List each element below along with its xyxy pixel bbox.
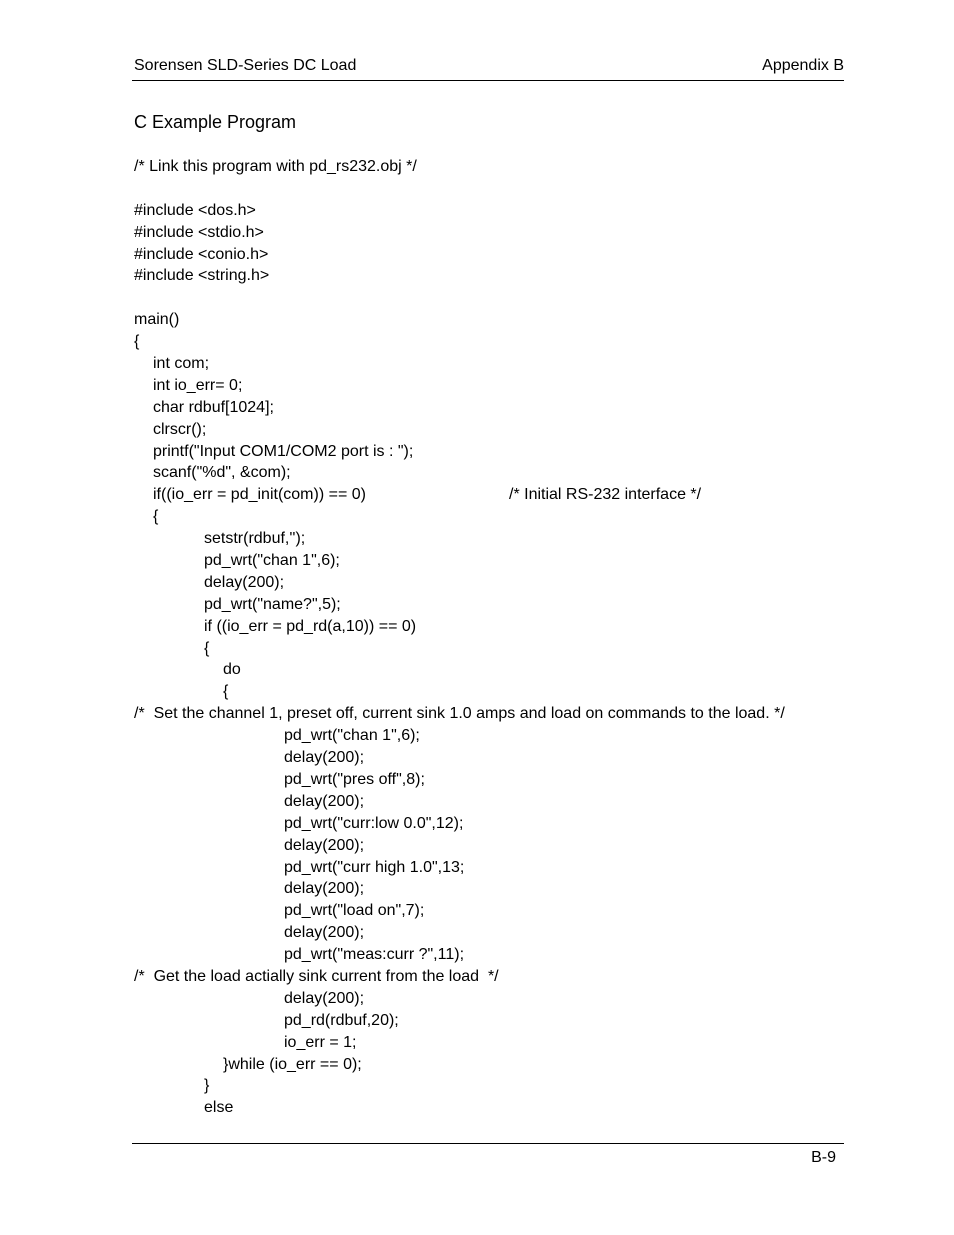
code-text: pd_wrt("curr:low 0.0",12); — [284, 814, 464, 832]
code-line — [134, 528, 854, 550]
code-text: clrscr(); — [153, 420, 207, 438]
code-line — [134, 1075, 854, 1097]
code-text: io_err = 1; — [284, 1033, 357, 1051]
code-text: main() — [134, 311, 180, 329]
code-text: pd_wrt("curr high 1.0",13; — [284, 858, 465, 876]
code-text: setstr(rdbuf,''); — [204, 530, 306, 548]
code-text: do — [223, 661, 241, 679]
code-text: /* Link this program with pd_rs232.obj */ — [134, 158, 417, 175]
code-text: if ((io_err = pd_rd(a,10)) == 0) — [204, 617, 417, 635]
code-text: pd_wrt("chan 1",6); — [284, 727, 420, 745]
code-line — [134, 878, 854, 900]
code-line — [134, 331, 854, 353]
code-text: #include <conio.h> — [134, 245, 269, 263]
code-text: pd_wrt("name?",5); — [204, 595, 341, 613]
code-line — [134, 1010, 854, 1032]
code-line — [134, 156, 854, 178]
code-line — [134, 178, 854, 200]
code-line — [134, 265, 854, 287]
header-appendix: Appendix B — [762, 57, 844, 74]
code-text: pd_wrt("meas:curr ?",11); — [284, 946, 465, 964]
code-text: pd_wrt("chan 1",6); — [204, 552, 340, 570]
code-text: delay(200); — [204, 573, 285, 591]
code-comment: /* Initial RS-232 interface */ — [509, 486, 702, 504]
code-line — [134, 703, 854, 725]
code-text: scanf("%d", &com); — [153, 464, 291, 482]
code-line — [134, 506, 854, 528]
section-title: C Example Program — [134, 112, 297, 132]
code-line — [134, 813, 854, 835]
code-text: }while (io_err == 0); — [223, 1055, 362, 1073]
code-line — [134, 1054, 854, 1076]
code-line — [134, 441, 854, 463]
code-text: delay(200); — [284, 836, 365, 854]
code-line — [134, 484, 854, 506]
page-number: B-9 — [811, 1149, 836, 1166]
code-line — [134, 222, 854, 244]
code-line — [134, 922, 854, 944]
code-text: if((io_err = pd_init(com)) == 0) — [153, 486, 366, 504]
code-text: { — [153, 508, 159, 526]
code-text: delay(200); — [284, 792, 365, 810]
code-text: delay(200); — [284, 989, 365, 1007]
code-text: delay(200); — [284, 924, 365, 942]
code-text: #include <string.h> — [134, 267, 270, 285]
code-line — [134, 1097, 854, 1119]
code-line — [134, 944, 854, 966]
code-line — [134, 1032, 854, 1054]
code-line — [134, 659, 854, 681]
header-title: Sorensen SLD-Series DC Load — [134, 57, 357, 74]
code-line — [134, 769, 854, 791]
code-text: /* Get the load actially sink current from the load */ — [134, 967, 499, 985]
code-line — [134, 966, 854, 988]
code-text: printf("Input COM1/COM2 port is : "); — [153, 442, 414, 460]
code-line — [134, 747, 854, 769]
code-line — [134, 616, 854, 638]
code-text: pd_wrt("load on",7); — [284, 902, 425, 920]
code-text: } — [204, 1077, 210, 1095]
code-line — [134, 791, 854, 813]
code-text: int io_err= 0; — [153, 376, 243, 394]
code-line — [134, 462, 854, 484]
code-line — [134, 857, 854, 879]
code-text: { — [223, 683, 229, 701]
code-line — [134, 725, 854, 747]
page-header — [134, 57, 844, 79]
code-text: int com; — [153, 355, 210, 373]
code-text: #include <dos.h> — [134, 201, 256, 219]
code-line — [134, 550, 854, 572]
code-text: #include <stdio.h> — [134, 223, 264, 241]
code-line — [134, 244, 854, 266]
code-listing — [134, 156, 854, 1119]
code-line — [134, 638, 854, 660]
header-rule — [132, 80, 844, 81]
code-text: /* Set the channel 1, preset off, current sink 1.0 amps and load on commands to the load. */ — [134, 705, 785, 723]
code-line — [134, 309, 854, 331]
code-line — [134, 200, 854, 222]
code-text: else — [204, 1099, 234, 1117]
code-line — [134, 419, 854, 441]
code-line — [134, 353, 854, 375]
footer-rule — [132, 1143, 844, 1144]
code-line — [134, 397, 854, 419]
code-line — [134, 594, 854, 616]
code-text: delay(200); — [284, 749, 365, 767]
code-line — [134, 681, 854, 703]
code-text: { — [134, 333, 140, 351]
code-line — [134, 988, 854, 1010]
code-text: delay(200); — [284, 880, 365, 898]
code-text: pd_wrt("pres off",8); — [284, 770, 425, 788]
code-line — [134, 835, 854, 857]
code-text: pd_rd(rdbuf,20); — [284, 1011, 399, 1029]
code-text: char rdbuf[1024]; — [153, 398, 274, 416]
code-line — [134, 572, 854, 594]
code-line — [134, 287, 854, 309]
code-line — [134, 375, 854, 397]
code-line — [134, 900, 854, 922]
code-text: { — [204, 639, 210, 657]
